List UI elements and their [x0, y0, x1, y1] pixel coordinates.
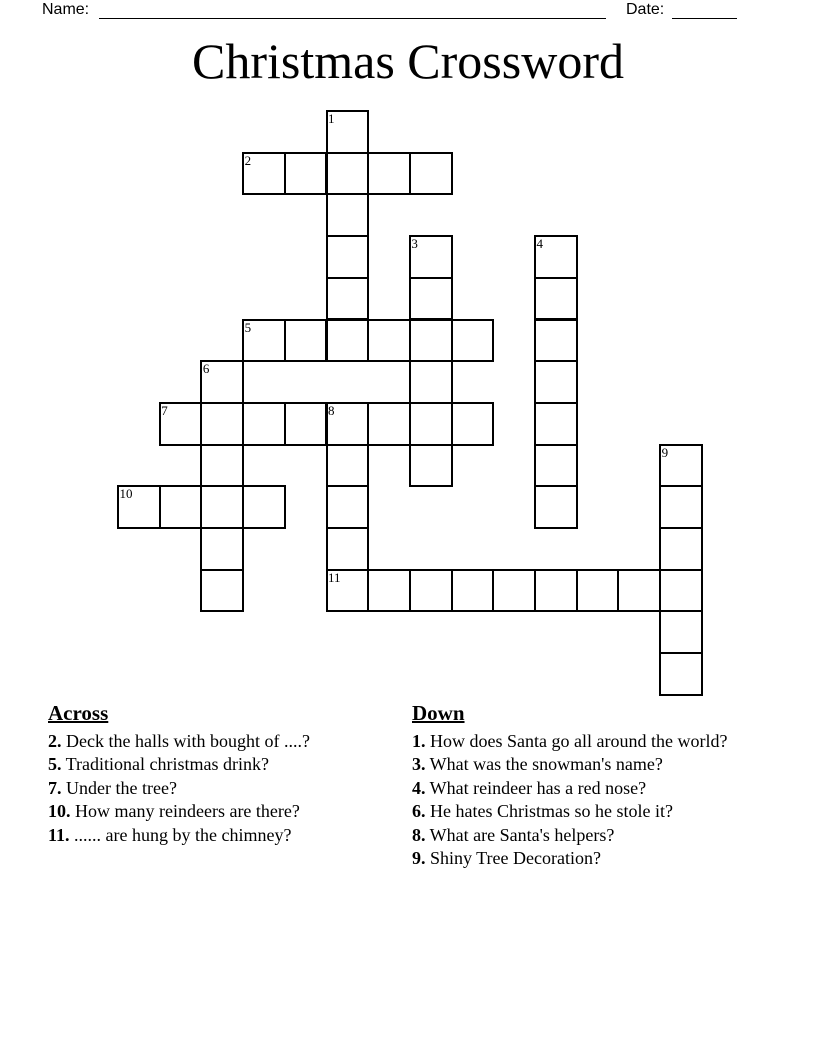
- clue-down-1: 1. How does Santa go all around the world?: [412, 731, 728, 751]
- grid-cell: [200, 527, 244, 571]
- grid-number-3: 3: [411, 236, 418, 252]
- grid-cell: [326, 235, 370, 279]
- grid-cell: [534, 360, 578, 404]
- grid-cell: [367, 569, 411, 613]
- grid-cell: [326, 444, 370, 488]
- grid-cell: [326, 319, 370, 363]
- clue-across-2: 2. Deck the halls with bought of ....?: [48, 731, 310, 751]
- grid-cell: [326, 277, 370, 321]
- clues-across-section: [48, 700, 368, 847]
- clue-down-4: 4. What reindeer has a red nose?: [412, 777, 647, 798]
- clue-down-8: 8. What are Santa's helpers?: [412, 824, 615, 845]
- grid-number-5: 5: [244, 319, 252, 335]
- clue-number: 9.: [412, 848, 426, 869]
- grid-cell: [200, 444, 244, 488]
- grid-cell: [659, 485, 703, 529]
- clue-down-9: 9. Shiny Tree Decoration?: [412, 848, 601, 869]
- clue-across-7: 7. Under the tree?: [48, 777, 177, 798]
- clue-number: 8.: [412, 824, 426, 845]
- clue-number: 1.: [412, 731, 426, 751]
- clue-number: 3.: [412, 754, 426, 775]
- grid-cell: [284, 152, 328, 196]
- grid-cell: [200, 402, 244, 446]
- clue-number: 4.: [412, 777, 426, 798]
- grid-cell: [200, 569, 244, 613]
- grid-cell: [367, 319, 411, 363]
- grid-number-9: 9: [661, 444, 669, 460]
- grid-cell: [409, 152, 453, 196]
- grid-cell: [367, 152, 411, 196]
- grid-number-4: 4: [536, 236, 543, 252]
- grid-number-8: 8: [328, 402, 335, 418]
- across-heading: Across: [48, 701, 109, 725]
- clue-across-11: 11. ...... are hung by the chimney?: [48, 824, 292, 845]
- grid-cell: [409, 360, 453, 404]
- page-title: Christmas Crossword: [192, 33, 624, 89]
- grid-cell: [534, 402, 578, 446]
- grid-cell: [326, 193, 370, 237]
- grid-cell: [659, 527, 703, 571]
- clue-number: 11.: [48, 824, 70, 845]
- grid-cell: [409, 444, 453, 488]
- clue-across-10: 10. How many reindeers are there?: [48, 801, 300, 822]
- name-label: Name:: [42, 1, 90, 18]
- grid-cell: [242, 485, 286, 529]
- grid-cell: [367, 402, 411, 446]
- grid-cell: [451, 319, 495, 363]
- clue-number: 5.: [48, 754, 62, 775]
- grid-cell: [200, 485, 244, 529]
- grid-cell: [534, 569, 578, 613]
- grid-number-2: 2: [244, 152, 252, 168]
- grid-cell: [534, 277, 578, 321]
- grid-cell: [617, 569, 661, 613]
- clue-number: 2.: [48, 731, 62, 751]
- grid-number-10: 10: [119, 486, 133, 502]
- clue-number: 10.: [48, 801, 71, 822]
- grid-cell: [159, 485, 203, 529]
- clue-down-6: 6. He hates Christmas so he stole it?: [412, 801, 673, 822]
- grid-cell: [284, 319, 328, 363]
- grid-number-7: 7: [161, 402, 168, 418]
- grid-number-1: 1: [328, 111, 335, 126]
- clues-down-section: [412, 700, 732, 870]
- grid-cell: [659, 569, 703, 613]
- grid-cell: [409, 569, 453, 613]
- grid-cell: [534, 485, 578, 529]
- grid-cell: [409, 277, 453, 321]
- clue-across-5: 5. Traditional christmas drink?: [48, 754, 269, 775]
- grid-cell: [242, 402, 286, 446]
- grid-number-6: 6: [202, 361, 210, 377]
- grid-cell: [409, 319, 453, 363]
- grid-cell: [659, 652, 703, 696]
- grid-cell: [451, 569, 495, 613]
- date-label: Date:: [626, 1, 665, 18]
- grid-cell: [492, 569, 536, 613]
- grid-number-11: 11: [328, 569, 341, 585]
- grid-cell: [326, 527, 370, 571]
- down-clue-list: [412, 730, 732, 870]
- grid-cell: [576, 569, 620, 613]
- grid-cell: [326, 485, 370, 529]
- grid-cell: [284, 402, 328, 446]
- grid-cell: [326, 152, 370, 196]
- clue-number: 6.: [412, 801, 426, 822]
- grid-cell: [534, 444, 578, 488]
- grid-cell: [451, 402, 495, 446]
- grid-cell: [409, 402, 453, 446]
- clue-number: 7.: [48, 777, 62, 798]
- across-clue-list: [48, 730, 368, 847]
- down-heading: Down: [412, 701, 465, 725]
- grid-cell: [534, 319, 578, 363]
- clue-down-3: 3. What was the snowman's name?: [412, 754, 663, 775]
- grid-cell: [659, 610, 703, 654]
